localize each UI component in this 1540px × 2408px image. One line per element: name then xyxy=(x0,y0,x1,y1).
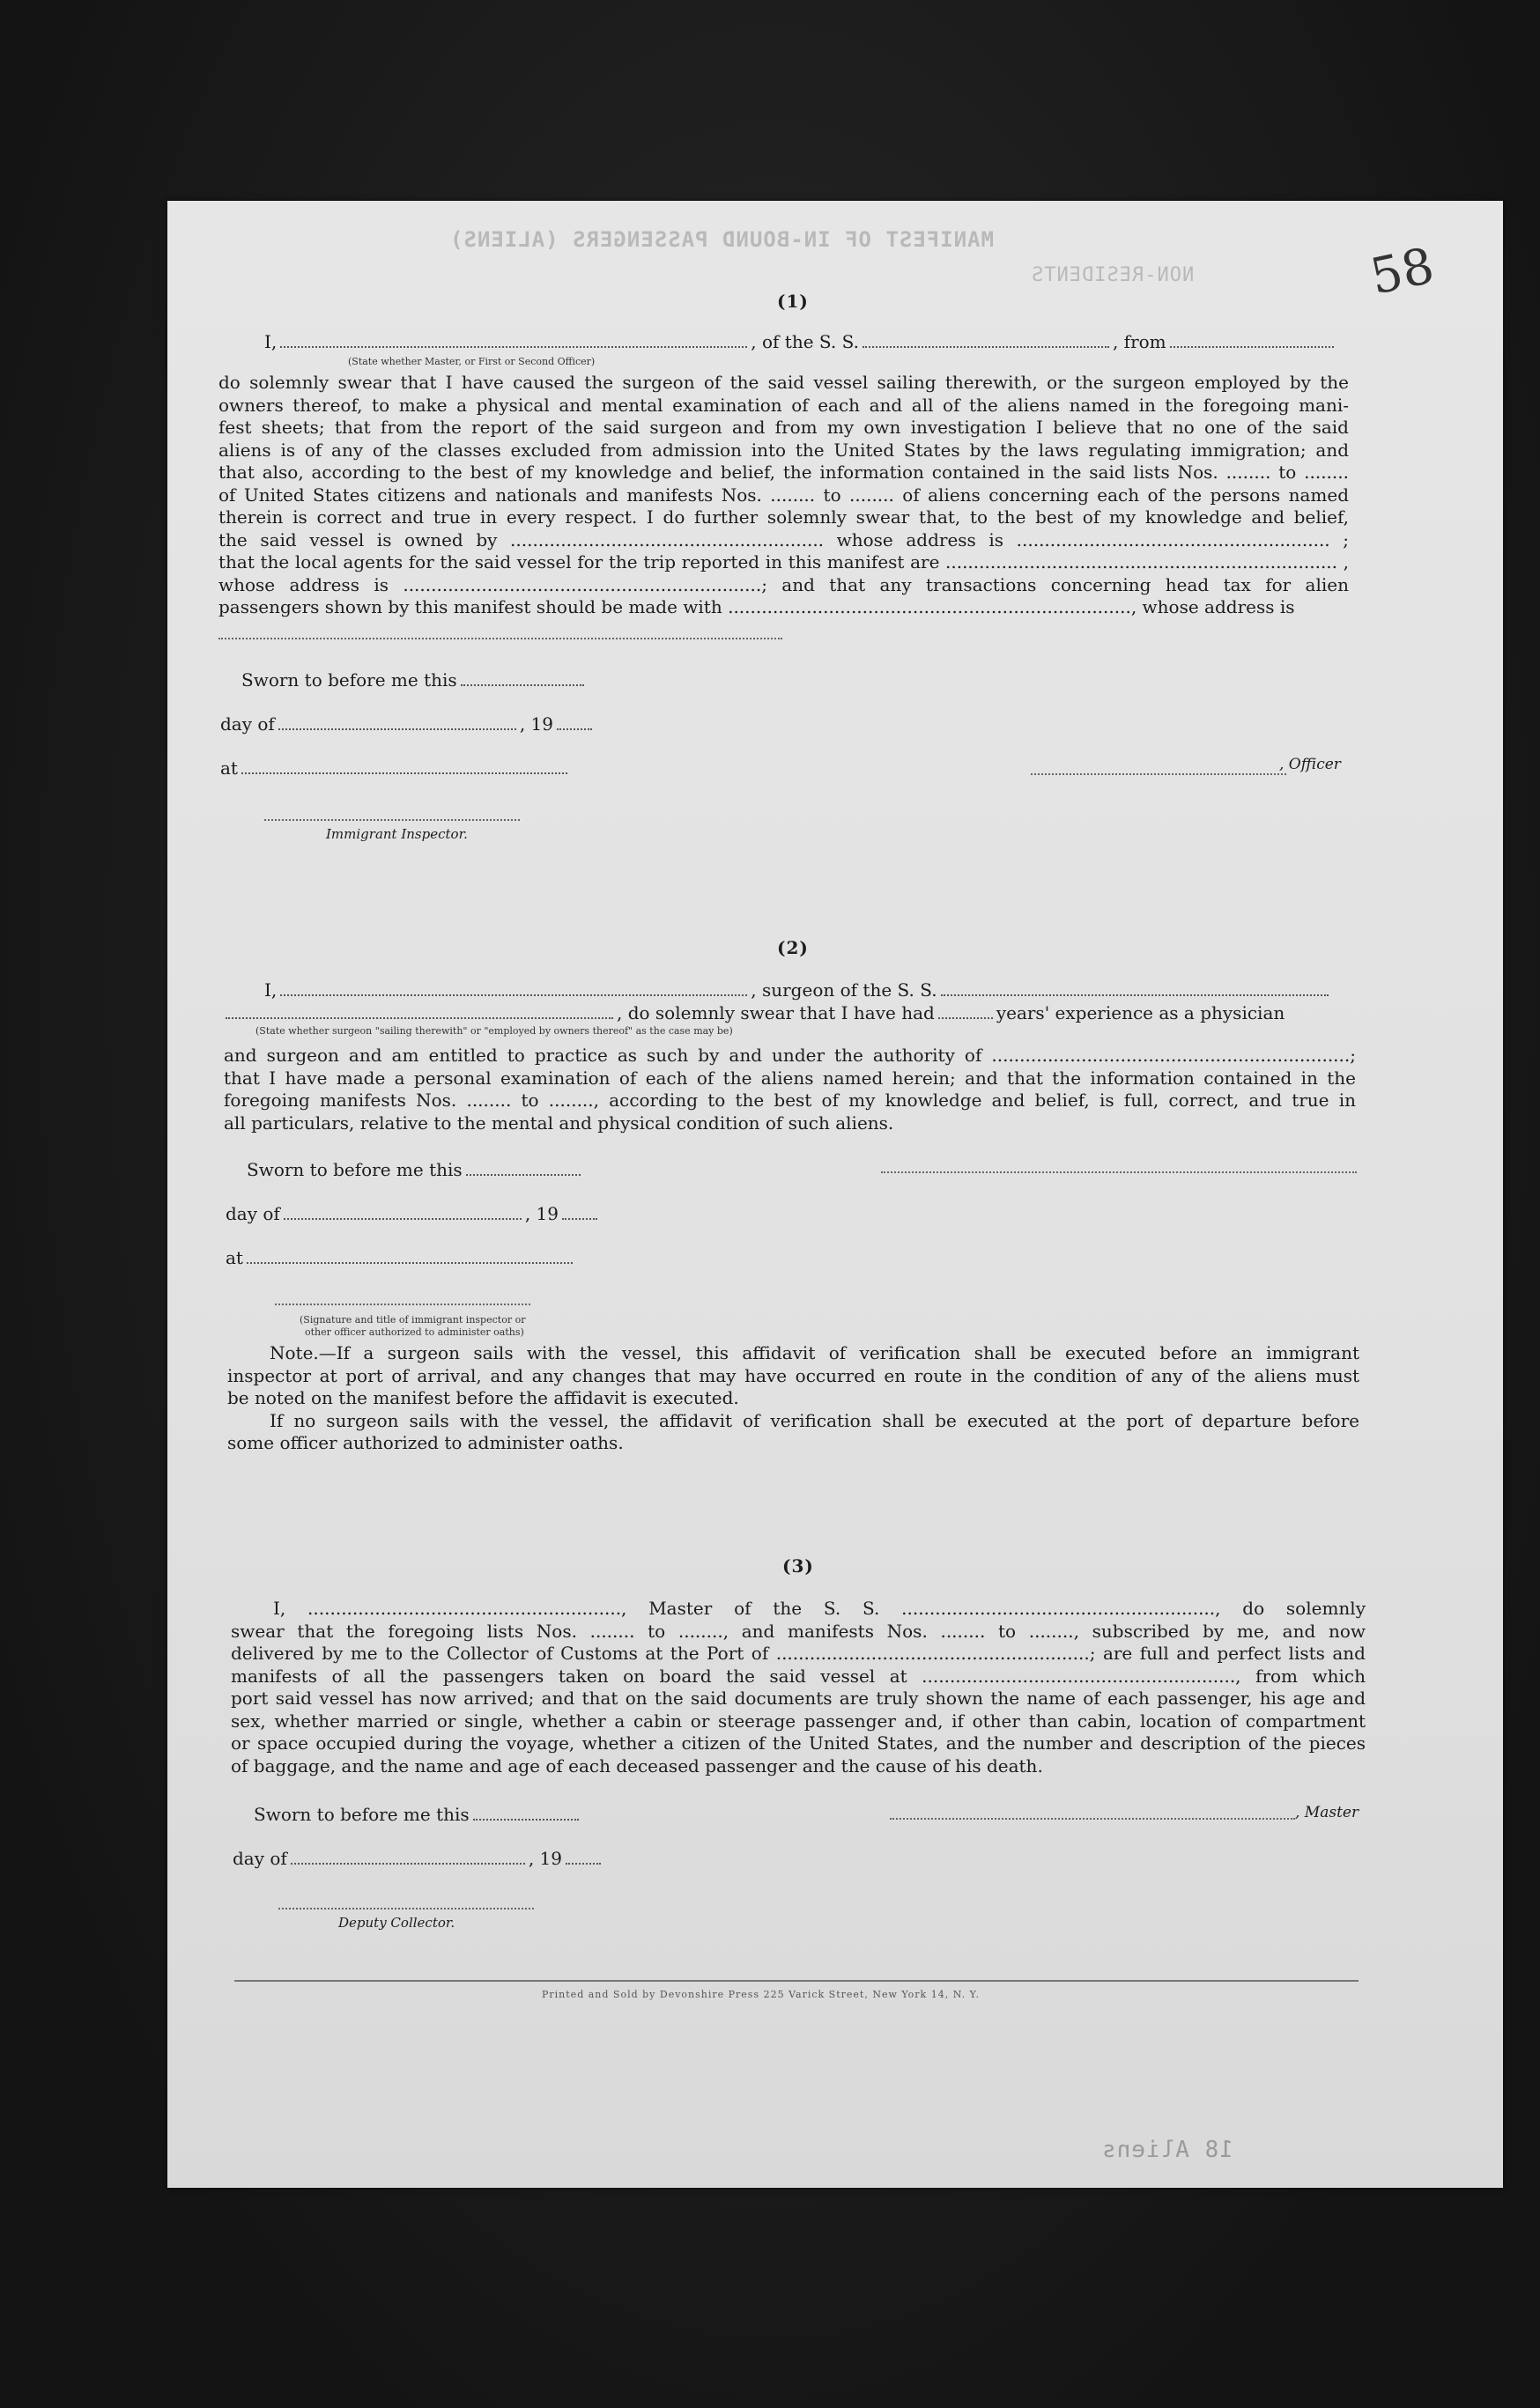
section-2-para-line: all particulars, relative to the mental and physical condition of such aliens. xyxy=(224,1112,894,1134)
surgeon-label: , surgeon of the S. S. xyxy=(751,979,937,1001)
section-1-para-line: owners thereof, to make a physical and mental examination of each and all of the aliens named in the foregoing mani- xyxy=(218,394,1349,416)
manifest-back-page xyxy=(167,201,1503,2188)
year-label: , 19 xyxy=(528,1848,562,1869)
section-3-para-line: swear that the foregoing lists Nos. ........ to ........, and manifests Nos. ........ to ........, subscribed by me, and now xyxy=(231,1620,1366,1642)
section-2-i: I, xyxy=(264,979,278,1001)
officer-label: , Officer xyxy=(1279,756,1341,773)
sworn-label: Sworn to before me this xyxy=(254,1804,470,1825)
section-3-sworn xyxy=(254,1804,582,1825)
section-3-day xyxy=(233,1848,604,1869)
day-of-label: day of xyxy=(233,1848,287,1869)
inspector-signature-line xyxy=(264,819,520,821)
show-through-subtitle: NON-RESIDENTS xyxy=(1031,264,1195,286)
section-2-caption: (State whether surgeon "sailing therewith" or "employed by owners thereof" as the case may be) xyxy=(255,1025,733,1037)
section-3-para-line: sex, whether married or single, whether a cabin or steerage passenger and, if other than cabin, location of compartment xyxy=(231,1710,1366,1732)
section-3-para-line: manifests of all the passengers taken on board the said vessel at ........................................................, from which xyxy=(231,1665,1366,1687)
section-1-line-1 xyxy=(264,331,1337,352)
section-2-at xyxy=(226,1247,576,1268)
years-label: years' experience as a physician xyxy=(996,1002,1285,1023)
section-1-sworn xyxy=(241,669,588,691)
administer-signature-line xyxy=(275,1304,530,1305)
section-1-para-line: therein is correct and true in every respect. I do further solemnly swear that, to the best of my knowledge and belief, xyxy=(218,506,1349,528)
note-line: Note.—If a surgeon sails with the vessel, this affidavit of verification shall be executed before an immigrant xyxy=(270,1342,1359,1363)
section-2-line-1 xyxy=(264,979,1332,1001)
section-1-caption: (State whether Master, or First or Second Officer) xyxy=(348,356,596,367)
note-line: inspector at port of arrival, and any changes that may have occurred en route in the condition of any of the aliens must xyxy=(227,1364,1359,1386)
section-3-number: (3) xyxy=(782,1555,814,1577)
section-1-ss: , of the S. S. xyxy=(751,331,859,352)
note-line: If no surgeon sails with the vessel, the affidavit of verification shall be executed at the port of departure before xyxy=(270,1409,1359,1431)
at-label: at xyxy=(220,757,238,779)
section-2-para-line: that I have made a personal examination of each of the aliens named herein; and that the information contained in the xyxy=(224,1067,1356,1089)
signature-caption-2: other officer authorized to administer oaths) xyxy=(305,1326,524,1338)
section-2-number: (2) xyxy=(777,937,809,958)
section-2-day xyxy=(226,1203,601,1224)
master-signature-line xyxy=(890,1818,1295,1820)
section-1-para-line: that also, according to the best of my knowledge and belief, the information contained in the said lists Nos. ........ to ........ xyxy=(218,462,1349,483)
section-2-sworn xyxy=(247,1159,584,1180)
section-1-para-line: the said vessel is owned by ........................................................ whose address is ........................................................ ; xyxy=(218,528,1349,550)
section-3-para-line: or space occupied during the voyage, whether a citizen of the United States, and the number and description of the pieces xyxy=(231,1732,1366,1754)
section-3-para-line: delivered by me to the Collector of Customs at the Port of ........................................................; are full and perfect lists and xyxy=(231,1643,1366,1664)
section-1-para-line: that the local agents for the said vessel for the trip reported in this manifest are ...................................................................... , xyxy=(218,551,1349,572)
show-through-title: MANIFEST OF IN-BOUND PASSENGERS (ALIENS) xyxy=(449,227,994,252)
printer-credit: Printed and Sold by Devonshire Press 225 Varick Street, New York 14, N. Y. xyxy=(542,1989,980,2000)
section-1-day xyxy=(220,713,596,735)
master-label: , Master xyxy=(1295,1804,1359,1821)
section-3-para-line: of baggage, and the name and age of each deceased passenger and the cause of his death. xyxy=(231,1754,1043,1776)
section-1-para-line: aliens is of any of the classes excluded from admission into the United States by the laws regulating immigration; and xyxy=(218,439,1349,461)
at-label: at xyxy=(226,1247,243,1268)
show-through-footer: 18 Aliens xyxy=(1101,2137,1233,2163)
section-1-para-line: do solemnly swear that I have caused the surgeon of the said vessel sailing therewith, or the surgeon employed by the xyxy=(218,372,1349,393)
note-line: some officer authorized to administer oaths. xyxy=(227,1432,624,1453)
deputy-label: Deputy Collector. xyxy=(338,1915,455,1931)
deputy-signature-line xyxy=(278,1908,534,1909)
section-1-para-line: passengers shown by this manifest should be made with ........................................................................, whose address is xyxy=(218,596,1295,617)
day-of-label: day of xyxy=(220,713,275,735)
note-line: be noted on the manifest before the affidavit is executed. xyxy=(227,1387,739,1408)
section-1-address-line xyxy=(218,638,782,639)
day-of-label: day of xyxy=(226,1203,280,1224)
section-2-para-line: and surgeon and am entitled to practice as such by and under the authority of ................................................................; xyxy=(224,1045,1356,1066)
surgeon-signature-line xyxy=(881,1171,1357,1173)
footer-rule xyxy=(234,1980,1359,1982)
sworn-label: Sworn to before me this xyxy=(247,1159,463,1180)
inspector-label: Immigrant Inspector. xyxy=(326,826,468,842)
section-3-para-line: port said vessel has now arrived; and that on the said documents are truly shown the name of each passenger, his age and xyxy=(231,1688,1366,1709)
handwritten-margin-number: 58 xyxy=(1366,237,1440,307)
year-label: , 19 xyxy=(524,1203,559,1224)
section-1-para-line: whose address is ................................................................; and that any transactions concerning head tax for alien xyxy=(218,573,1349,595)
section-1-para-line: of United States citizens and nationals and manifests Nos. ........ to ........ of aliens concerning each of the persons named xyxy=(218,484,1349,506)
sworn-label: Sworn to before me this xyxy=(241,669,457,691)
signature-caption-1: (Signature and title of immigrant inspector or xyxy=(300,1314,526,1326)
section-2-para-line: foregoing manifests Nos. ........ to ........, according to the best of my knowledge and belief, is full, correct, and true in xyxy=(224,1090,1356,1111)
section-2-line-2 xyxy=(222,1002,1285,1023)
officer-signature-line xyxy=(1031,773,1286,775)
section-1-from: , from xyxy=(1112,331,1166,352)
section-1-at xyxy=(220,757,571,779)
section-1-i: I, xyxy=(264,331,278,352)
year-label: , 19 xyxy=(519,713,553,735)
section-3-para-line: I, ........................................................, Master of the S. S. ........................................................, do solemnly xyxy=(273,1598,1366,1619)
section-1-number: (1) xyxy=(777,291,809,312)
swear-label: , do solemnly swear that I have had xyxy=(617,1002,935,1023)
section-1-para-line: fest sheets; that from the report of the said surgeon and from my own investigation I believe that no one of the said xyxy=(218,417,1349,438)
